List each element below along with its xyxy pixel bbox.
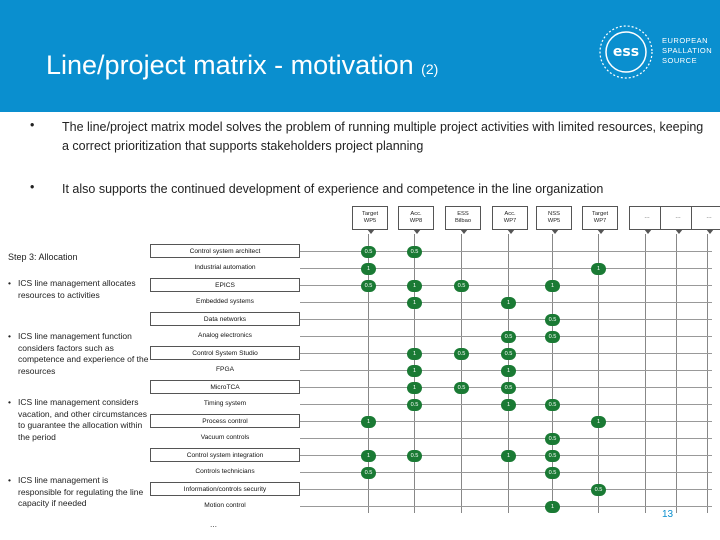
project-label: Bilbao [454, 218, 472, 224]
project-label: Target [361, 210, 379, 217]
project-header [536, 206, 572, 230]
header-bar [0, 0, 720, 112]
allocation-marker: 1 [407, 365, 422, 377]
project-label: … [706, 214, 712, 221]
allocation-marker: 0.5 [545, 450, 560, 462]
logo-line-3: SOURCE [662, 56, 698, 65]
side-text: ICS line management is responsible for regulating the line capacity if needed [18, 475, 144, 508]
project-label: ESS [457, 210, 469, 217]
matrix-trailing-ellipsis: … [210, 521, 217, 529]
competence-row-line [300, 319, 712, 320]
allocation-marker: 1 [501, 297, 516, 309]
competence-label: Information/controls security [150, 482, 300, 496]
allocation-marker: 0.5 [361, 467, 376, 479]
competence-label: Controls technicians [195, 468, 255, 475]
allocation-marker: 1 [591, 416, 606, 428]
competence-row-line [300, 438, 712, 439]
allocation-marker: 0.5 [407, 450, 422, 462]
project-label: WP7 [503, 218, 517, 224]
project-label: WP8 [409, 218, 423, 224]
project-header [398, 206, 434, 230]
allocation-marker: 0.5 [454, 382, 469, 394]
allocation-marker: 0.5 [545, 399, 560, 411]
competence-label: Control System Studio [150, 346, 300, 360]
project-label: … [644, 214, 650, 221]
bullet-marker: • [30, 118, 35, 132]
side-marker: • [8, 331, 11, 341]
allocation-marker: 1 [545, 501, 560, 513]
competence-label: Control system integration [150, 448, 300, 462]
side-marker: • [8, 278, 11, 288]
side-heading: Step 3: Allocation [8, 252, 78, 262]
allocation-marker: 0.5 [501, 348, 516, 360]
logo-wordmark [662, 36, 712, 66]
allocation-marker: 1 [407, 280, 422, 292]
allocation-marker: 0.5 [501, 382, 516, 394]
allocation-marker: 0.5 [361, 246, 376, 258]
allocation-marker: 1 [591, 263, 606, 275]
side-marker: • [8, 475, 11, 485]
competence-label: Motion control [204, 502, 246, 509]
page-number: 13 [662, 509, 674, 520]
allocation-marker: 0.5 [501, 331, 516, 343]
bullet-text: The line/project matrix model solves the problem of running multiple project activities with limited resources, keeping a correct prioritization that supports stakeholders project planning [62, 120, 704, 153]
allocation-marker: 1 [501, 399, 516, 411]
allocation-marker: 0.5 [361, 280, 376, 292]
page-title [46, 50, 438, 81]
allocation-marker: 0.5 [454, 280, 469, 292]
allocation-marker: 1 [501, 365, 516, 377]
competence-row-line [300, 506, 712, 507]
project-label: WP5 [547, 218, 561, 224]
side-text: ICS line management allocates resources to activities [18, 278, 136, 300]
allocation-marker: 0.5 [591, 484, 606, 496]
allocation-marker: 1 [361, 450, 376, 462]
allocation-marker: 1 [361, 263, 376, 275]
competence-label: FPGA [216, 366, 234, 373]
allocation-marker: 1 [407, 348, 422, 360]
allocation-marker: 0.5 [545, 467, 560, 479]
side-marker: • [8, 397, 11, 407]
competence-label: Control system architect [150, 244, 300, 258]
logo-line-2: SPALLATION [662, 46, 713, 55]
competence-label: Embedded systems [196, 298, 254, 305]
project-label: Acc. [410, 210, 422, 217]
title-suffix: (2) [421, 61, 439, 77]
allocation-marker: 0.5 [545, 314, 560, 326]
allocation-marker: 0.5 [545, 433, 560, 445]
project-label: NSS [548, 210, 560, 217]
competence-label: EPICS [150, 278, 300, 292]
project-header [352, 206, 388, 230]
project-label: Target [591, 210, 609, 217]
project-header [492, 206, 528, 230]
competence-label: Industrial automation [194, 264, 256, 271]
allocation-marker: 1 [407, 297, 422, 309]
side-text: ICS line management considers vacation, and other circumstances to guarantee the allocation within the period [18, 397, 147, 442]
competence-label: Data networks [150, 312, 300, 326]
allocation-marker: 0.5 [407, 246, 422, 258]
competence-label: MicroTCA [150, 380, 300, 394]
project-label: … [675, 214, 681, 221]
allocation-marker: 0.5 [545, 331, 560, 343]
bullet-marker: • [30, 180, 35, 194]
logo-line-1: EUROPEAN [662, 36, 709, 45]
allocation-marker: 0.5 [454, 348, 469, 360]
project-label: WP5 [363, 218, 377, 224]
ess-logo [596, 24, 658, 84]
allocation-marker: 1 [407, 382, 422, 394]
project-label: Acc. [504, 210, 516, 217]
allocation-marker: 0.5 [407, 399, 422, 411]
side-text: ICS line management function considers factors such as competence and experience of the resources [18, 331, 149, 376]
bullet-text: It also supports the continued development of experience and competence in the line organization [62, 182, 604, 196]
svg-text:ess: ess [612, 44, 640, 60]
project-header [691, 206, 720, 230]
allocation-marker: 1 [501, 450, 516, 462]
competence-label: Process control [150, 414, 300, 428]
project-label: WP7 [593, 218, 607, 224]
competence-label: Analog electronics [198, 332, 252, 339]
allocation-marker: 1 [361, 416, 376, 428]
competence-label: Timing system [203, 400, 247, 407]
competence-label: Vacuum controls [200, 434, 250, 441]
title-text: Line/project matrix - motivation [46, 50, 414, 80]
project-header [582, 206, 618, 230]
competence-row-line [300, 489, 712, 490]
allocation-marker: 1 [545, 280, 560, 292]
project-header [445, 206, 481, 230]
